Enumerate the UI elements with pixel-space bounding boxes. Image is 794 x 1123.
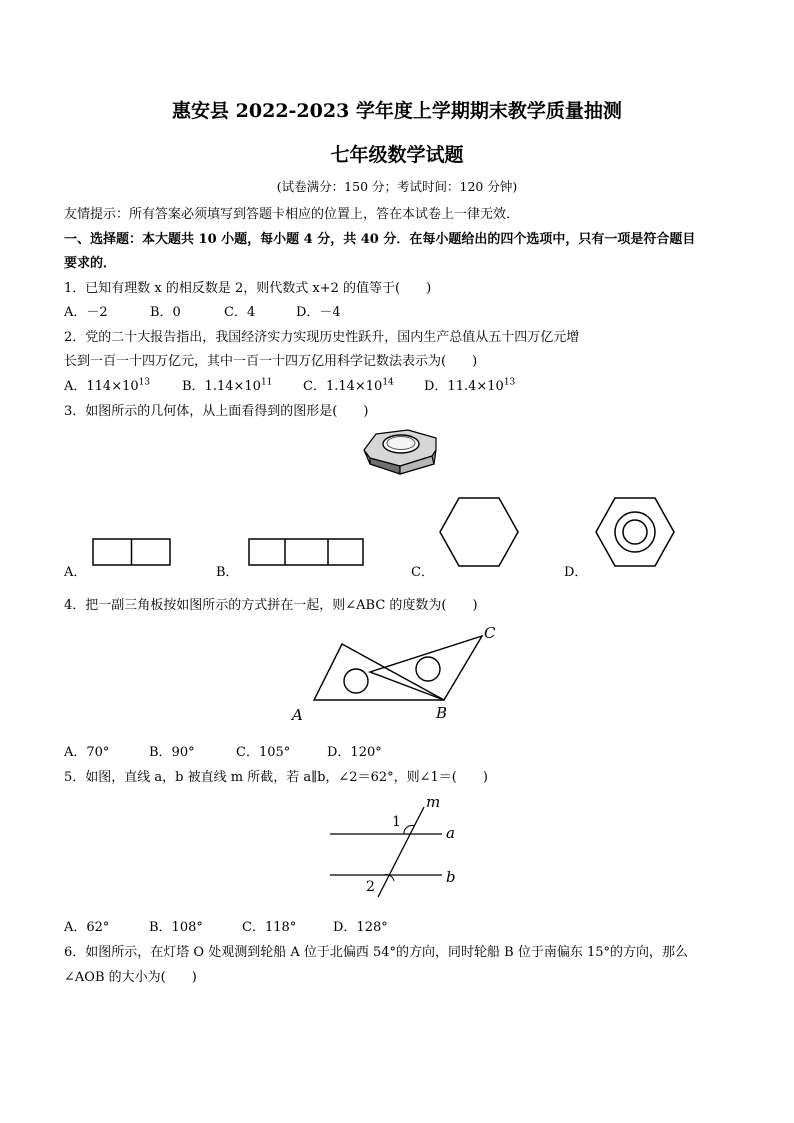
q1-option-a: A．－2	[64, 305, 108, 320]
section-heading-line2: 要求的．	[64, 256, 117, 271]
q1-option-d: D．－4	[296, 305, 341, 320]
q3-option-c-figure	[438, 496, 520, 570]
q4-label-a: A	[292, 706, 303, 724]
exam-info: (试卷满分：150 分；考试时间：120 分钟)	[276, 179, 518, 194]
q1-option-c: C．4	[224, 305, 256, 320]
q4-label-c: C	[484, 624, 496, 642]
q2-option-d: D．$11.4\times 10^{13}$	[424, 377, 516, 394]
q3-option-d-label: D．	[564, 565, 588, 580]
q5-parallel-lines-figure	[320, 793, 470, 899]
q5-stem: 5．如图，直线 a，b 被直线 m 所截，若 a∥b，∠2＝62°，则∠1＝( )	[64, 770, 488, 785]
q2-option-a: A．$114\times 10^{13}$	[64, 377, 151, 394]
q3-option-a-label: A．	[64, 565, 87, 580]
q4-option-d: D．120°	[327, 745, 382, 760]
q4-triangle-figure	[286, 622, 506, 726]
q4-option-a: A．70°	[64, 745, 110, 760]
q3-option-b-figure	[248, 538, 366, 568]
q5-option-a: A．62°	[64, 920, 110, 935]
notice-text: 友情提示：所有答案必须填写到答题卡相应的位置上，答在本试卷上一律无效．	[64, 207, 520, 222]
q2-option-c: C．$1.14\times 10^{14}$	[303, 377, 394, 394]
exam-title: 惠安县 2022-2023 学年度上学期期末教学质量抽测	[172, 100, 622, 122]
q6-stem-line1: 6．如图所示，在灯塔 O 处观测到轮船 A 位于北偏西 54°的方向，同时轮船 B 位于南偏东 15°的方向，那么	[64, 945, 689, 960]
q2-stem-line2: 长到一百一十四万亿元，其中一百一十四万亿用科学记数法表示为( )	[64, 354, 478, 369]
q5-label-a: a	[446, 824, 455, 842]
q4-option-c: C．105°	[236, 745, 291, 760]
q5-label-m: m	[426, 793, 441, 811]
q5-option-b: B．108°	[149, 920, 203, 935]
q3-stem: 3．如图所示的几何体，从上面看得到的图形是( )	[64, 404, 369, 419]
q6-stem-line2: ∠AOB 的大小为( )	[64, 970, 197, 985]
q4-label-b: B	[436, 704, 448, 722]
q3-option-a-figure	[92, 538, 172, 568]
exam-subtitle: 七年级数学试题	[330, 144, 464, 166]
q5-label-b: b	[446, 868, 456, 886]
q4-option-b: B．90°	[149, 745, 195, 760]
q4-stem: 4．把一副三角板按如图所示的方式拼在一起，则∠ABC 的度数为( )	[64, 598, 478, 613]
q5-label-angle2: 2	[366, 879, 375, 895]
q5-option-d: D．128°	[333, 920, 388, 935]
q5-option-c: C．118°	[242, 920, 297, 935]
q3-option-b-label: B．	[216, 565, 239, 580]
q2-stem-line1: 2．党的二十大报告指出，我国经济实力实现历史性跃升，国内生产总值从五十四万亿元增	[64, 330, 580, 345]
section-heading-line1: 一、选择题：本大题共 10 小题，每小题 4 分，共 40 分．在每小题给出的四个选项中，只有一项是符合题目	[64, 232, 696, 247]
q2-option-b: B．$1.14\times 10^{11}$	[182, 377, 273, 394]
q3-option-c-label: C．	[411, 565, 434, 580]
q5-label-angle1: 1	[392, 814, 401, 830]
q3-hex-nut-figure	[360, 426, 442, 482]
q3-option-d-figure	[594, 496, 676, 570]
q1-option-b: B．0	[150, 305, 181, 320]
q1-stem: 1．已知有理数 x 的相反数是 2，则代数式 x+2 的值等于( )	[64, 281, 432, 296]
